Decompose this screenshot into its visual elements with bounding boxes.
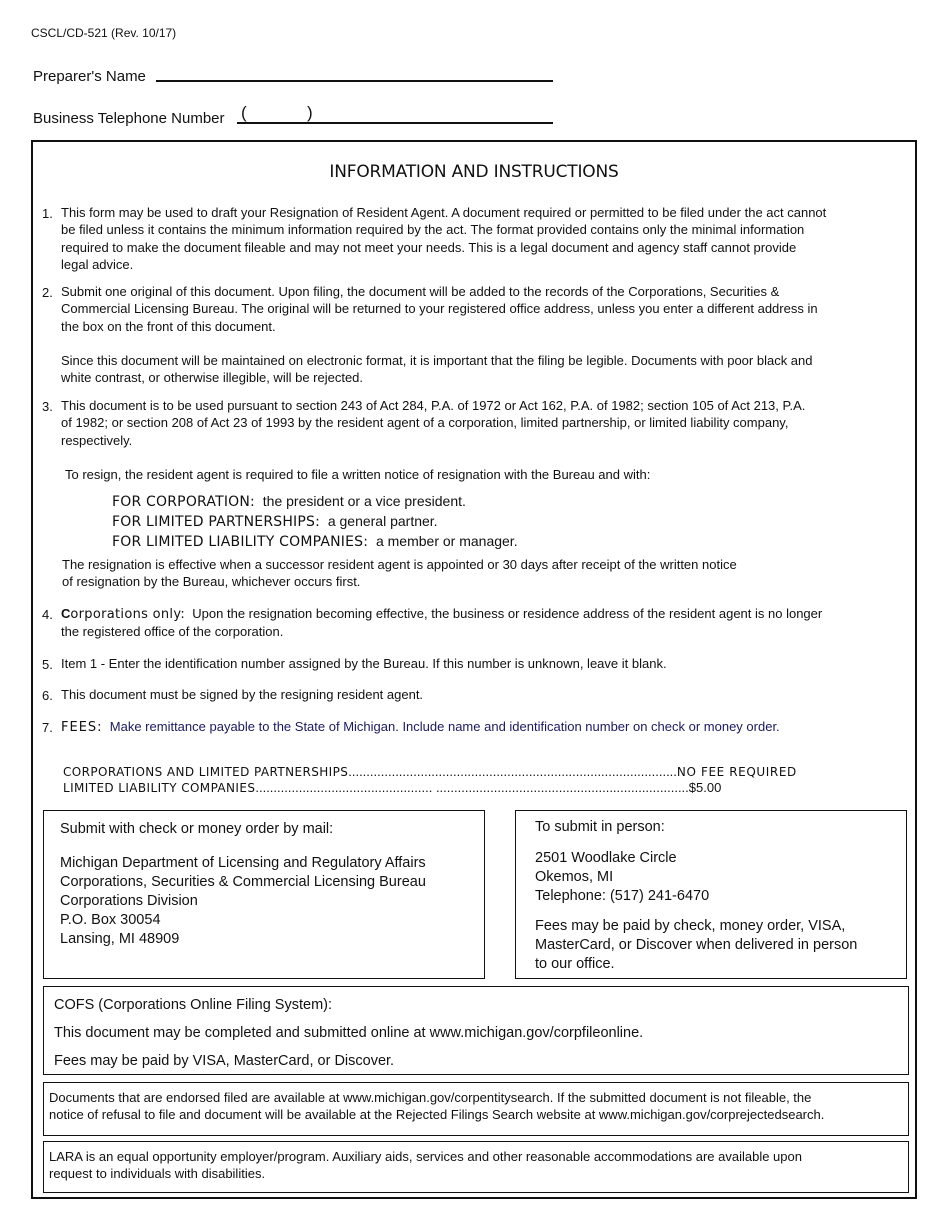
item-4-text: Corporations only: Upon the resignation becoming effective, the business or residence address of the resident agent is no longer the registered office of the corporation. (61, 606, 823, 640)
item-number: 3. (42, 399, 53, 414)
lara-notice-text: LARA is an equal opportunity employer/program. Auxiliary aids, services and other reasonable accommodations are available upon request to individuals with disabilities. (49, 1149, 802, 1182)
item-number: 5. (42, 657, 53, 672)
preparer-name-field[interactable] (156, 80, 553, 82)
role-limited-partnership: FOR LIMITED PARTNERSHIPS: a general partner. (112, 513, 438, 530)
in-person-heading: To submit in person: (535, 819, 665, 835)
item-3-text: This document is to be used pursuant to section 243 of Act 284, P.A. of 1972 or Act 162, P.A. of 1982; section 105 of Act 213, P.A. of 1982; or section 208 of Act 23 of 1993 by the resident agent of a corporation, limited partnership, or limited liability company, respectively. (61, 398, 806, 448)
fee-row-llc: LIMITED LIABILITY COMPANIES................................................. ......................................................................$5.00 (63, 780, 722, 795)
mail-address: Michigan Department of Licensing and Regulatory Affairs Corporations, Securities & Commercial Licensing Bureau Corporations Division P.O. Box 30054 Lansing, MI 48909 (60, 855, 426, 947)
item-number: 1. (42, 206, 53, 221)
item-6-text: This document must be signed by the resigning resident agent. (61, 687, 424, 702)
endorsed-filings-text: Documents that are endorsed filed are available at www.michigan.gov/corpentitysearch. If the submitted document is not fileable, the notice of refusal to file and document will be available at the Rejected Filings Search website at www.michigan.gov/corprejectedsearch. (49, 1090, 825, 1123)
item-5-text: Item 1 - Enter the identification number assigned by the Bureau. If this number is unknown, leave it blank. (61, 656, 667, 671)
form-id: CSCL/CD-521 (Rev. 10/17) (31, 26, 177, 40)
phone-close-paren: ) (307, 103, 313, 122)
in-person-address: 2501 Woodlake Circle Okemos, MI Telephone: (517) 241-6470 (535, 850, 710, 904)
resign-intro: To resign, the resident agent is required to file a written notice of resignation with the Bureau and with: (65, 467, 651, 482)
phone-field[interactable] (237, 122, 553, 124)
phone-open-paren: ( (241, 103, 247, 122)
item-number: 7. (42, 720, 53, 735)
item-number: 4. (42, 607, 53, 622)
item-1-text: This form may be used to draft your Resignation of Resident Agent. A document required or permitted to be filed under the act cannot be filed unless it contains the minimum information required by the act. The format provided contains only the minimal information required to make the document fileable and may not meet your needs. This is a legal document and agency staff cannot provide legal advice. (61, 205, 827, 273)
phone-label: Business Telephone Number (33, 110, 225, 127)
effective-note: The resignation is effective when a successor resident agent is appointed or 30 days after receipt of the written notice of resignation by the Bureau, whichever occurs first. (62, 557, 737, 590)
instructions-title: INFORMATION AND INSTRUCTIONS (329, 162, 619, 182)
item-2-text: Submit one original of this document. Upon filing, the document will be added to the records of the Corporations, Securities & Commercial Licensing Bureau. The original will be returned to your registered office address, unless you enter a different address in the box on the front of this document. (61, 284, 818, 334)
fee-row-corporations: CORPORATIONS AND LIMITED PARTNERSHIPS...........................................................................................NO FEE REQUIRED (63, 764, 797, 779)
cofs-online-text: This document may be completed and submitted online at www.michigan.gov/corpfileonline. (54, 1025, 644, 1041)
role-llc: FOR LIMITED LIABILITY COMPANIES: a member or manager. (112, 533, 518, 550)
cofs-fees-text: Fees may be paid by VISA, MasterCard, or Discover. (54, 1053, 395, 1069)
item-2-legibility-note: Since this document will be maintained on electronic format, it is important that the filing be legible. Documents with poor black and white contrast, or otherwise illegible, will be rejected. (61, 353, 813, 386)
cofs-heading: COFS (Corporations Online Filing System): (54, 997, 332, 1013)
preparer-name-label: Preparer's Name (33, 68, 146, 85)
mail-box-heading: Submit with check or money order by mail: (60, 821, 334, 837)
item-7-text: FEES: Make remittance payable to the State of Michigan. Include name and identification number on check or money order. (61, 719, 780, 735)
role-corporation: FOR CORPORATION: the president or a vice president. (112, 493, 466, 510)
resign-roles (112, 492, 518, 552)
item-number: 2. (42, 285, 53, 300)
in-person-fees: Fees may be paid by check, money order, VISA, MasterCard, or Discover when delivered in person to our office. (535, 918, 858, 972)
item-number: 6. (42, 688, 53, 703)
